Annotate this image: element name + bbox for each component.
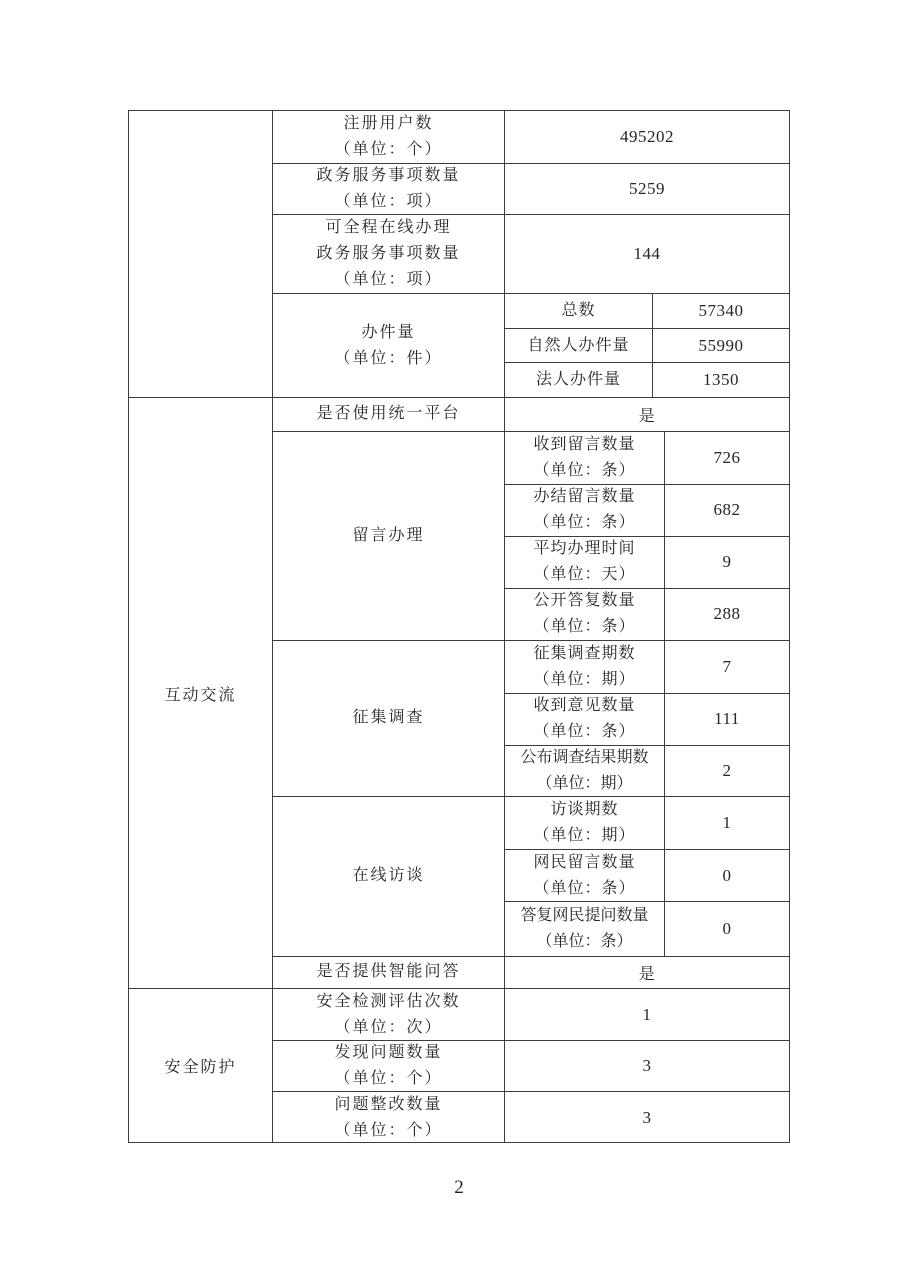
- section-interaction-body: [273, 398, 789, 988]
- table-subrow: [505, 641, 789, 693]
- metric-value: 1350: [703, 370, 739, 390]
- metric-label: 答复网民提问数量: [520, 906, 649, 924]
- metric-label: 访谈期数: [550, 800, 619, 818]
- table-subrow: [505, 362, 789, 397]
- group-label-cell: [273, 294, 505, 397]
- category-cell-empty: [129, 111, 273, 397]
- table-subrow: [505, 536, 789, 588]
- metric-value: 5259: [629, 179, 665, 198]
- metric-label-cell: [505, 589, 665, 640]
- metric-unit: （单位：期）: [533, 670, 636, 688]
- metric-label: 安全检测评估次数: [316, 992, 461, 1010]
- metric-unit: （单位：条）: [533, 514, 636, 531]
- metric-unit: （单位：个）: [334, 1070, 443, 1087]
- metric-value: 495202: [620, 127, 674, 146]
- metric-value: 7: [722, 656, 732, 676]
- metric-label-cell: [273, 1092, 505, 1143]
- metric-unit: （单位：条）: [533, 723, 636, 740]
- metric-unit: （单位：项）: [334, 193, 443, 210]
- table-row: [273, 111, 789, 163]
- metric-label-cell: [505, 850, 665, 901]
- metric-value: 0: [722, 865, 732, 885]
- metric-label: 是否提供智能问答: [316, 963, 461, 981]
- metric-label: 注册用户数: [343, 115, 434, 132]
- metric-unit: （单位：个）: [334, 1121, 443, 1139]
- table-subrow: [505, 745, 789, 797]
- metric-value: 9: [722, 552, 732, 571]
- metric-label-cell: [505, 432, 665, 484]
- metric-value: 3: [642, 1056, 652, 1075]
- metric-value: 682: [713, 500, 741, 519]
- metric-label-cell: [505, 537, 665, 588]
- metric-value: 144: [633, 244, 661, 263]
- metric-value: 3: [642, 1107, 652, 1127]
- table-subrow: [505, 797, 789, 850]
- metric-label-cell: [273, 957, 505, 989]
- metric-label-cell: [505, 746, 665, 797]
- metric-value: 55990: [698, 335, 744, 355]
- table-row: [273, 398, 789, 431]
- metric-label: 总数: [505, 294, 653, 328]
- metric-label: 公开答复数量: [533, 592, 636, 609]
- table-subrow: [505, 901, 789, 956]
- category-cell: 安全防护: [129, 989, 273, 1142]
- table-subrow: [505, 588, 789, 640]
- metric-unit: （单位：期）: [533, 826, 636, 844]
- metric-value: 111: [714, 709, 740, 728]
- metric-label: 法人办件量: [505, 363, 653, 397]
- metric-label-cell: [505, 694, 665, 745]
- metric-label-cell: [273, 164, 505, 214]
- table-row: [273, 163, 789, 214]
- metric-label: 发现问题数量: [334, 1044, 443, 1061]
- metric-unit: （单位：条）: [533, 879, 636, 897]
- metric-label: 政务服务事项数量: [316, 245, 461, 262]
- metric-label: 自然人办件量: [505, 329, 653, 363]
- table-row: [273, 214, 789, 293]
- table-row-group: [273, 293, 789, 397]
- metric-label-cell: [505, 902, 665, 956]
- metric-label-cell: [273, 398, 505, 431]
- table-subrow: [505, 484, 789, 536]
- group-label-cell: [273, 641, 505, 796]
- section-security: [129, 988, 789, 1142]
- section-interaction: [129, 397, 789, 988]
- group-label-cell: [273, 432, 505, 640]
- group-subrows: [505, 294, 789, 397]
- metric-label: 可全程在线办理: [325, 219, 452, 236]
- metric-label: 公布调查结果期数: [520, 749, 649, 766]
- table-subrow: [505, 294, 789, 328]
- metric-label-cell: [273, 215, 505, 293]
- group-label: 征集调查: [352, 709, 425, 726]
- metric-label: 问题整改数量: [334, 1095, 443, 1113]
- metric-label: 办结留言数量: [533, 488, 636, 505]
- table-subrow: [505, 328, 789, 363]
- metric-value: 288: [713, 604, 741, 623]
- group-subrows: [505, 641, 789, 796]
- table-subrow: [505, 849, 789, 901]
- metric-label-cell: [505, 797, 665, 850]
- metric-label: 平均办理时间: [533, 540, 636, 557]
- metric-label-cell: [273, 989, 505, 1040]
- table-row: [273, 956, 789, 989]
- metric-label: 网民留言数量: [533, 853, 636, 871]
- group-label: 在线访谈: [352, 867, 425, 884]
- metric-unit: （单位：条）: [536, 932, 633, 950]
- metric-value: 2: [722, 761, 732, 780]
- table-row-group: [273, 640, 789, 796]
- group-label: 留言办理: [352, 526, 425, 544]
- metric-label-cell: [505, 485, 665, 536]
- group-unit: （单位：件）: [334, 349, 443, 367]
- annual-report-table: [128, 110, 790, 1143]
- metric-value: 0: [722, 918, 732, 938]
- metric-value: 1: [722, 812, 732, 832]
- group-label-cell: [273, 797, 505, 956]
- group-label: 办件量: [361, 323, 416, 341]
- section-security-body: [273, 989, 789, 1142]
- section-service: [129, 111, 789, 397]
- table-row-group: [273, 431, 789, 640]
- table-subrow: [505, 432, 789, 484]
- category-cell: 互动交流: [129, 398, 273, 988]
- metric-unit: （单位：次）: [334, 1018, 443, 1036]
- metric-label-cell: [505, 641, 665, 693]
- table-row-group: [273, 796, 789, 956]
- table-row: [273, 1040, 789, 1091]
- metric-label: 是否使用统一平台: [316, 405, 461, 423]
- metric-value: 1: [642, 1004, 652, 1024]
- metric-unit: （单位：项）: [334, 271, 443, 288]
- metric-label: 政务服务事项数量: [316, 167, 461, 184]
- table-row: [273, 1091, 789, 1143]
- table-subrow: [505, 693, 789, 745]
- metric-label-cell: [273, 111, 505, 163]
- metric-label: 收到意见数量: [533, 697, 636, 714]
- metric-label-cell: [273, 1041, 505, 1091]
- section-service-body: [273, 111, 789, 397]
- metric-value: 57340: [698, 300, 744, 320]
- metric-unit: （单位：期）: [536, 775, 633, 792]
- page-number: 2: [454, 1177, 464, 1198]
- metric-value: 726: [713, 447, 741, 467]
- metric-unit: （单位：条）: [533, 618, 636, 635]
- group-subrows: [505, 432, 789, 640]
- metric-unit: （单位：个）: [334, 141, 443, 158]
- metric-value: 是: [638, 407, 656, 425]
- metric-label: 收到留言数量: [533, 435, 636, 453]
- table-row: [273, 989, 789, 1040]
- metric-value: 是: [638, 965, 656, 983]
- metric-unit: （单位：天）: [533, 566, 636, 583]
- metric-unit: （单位：条）: [533, 461, 636, 479]
- metric-label: 征集调查期数: [533, 644, 636, 662]
- group-subrows: [505, 797, 789, 956]
